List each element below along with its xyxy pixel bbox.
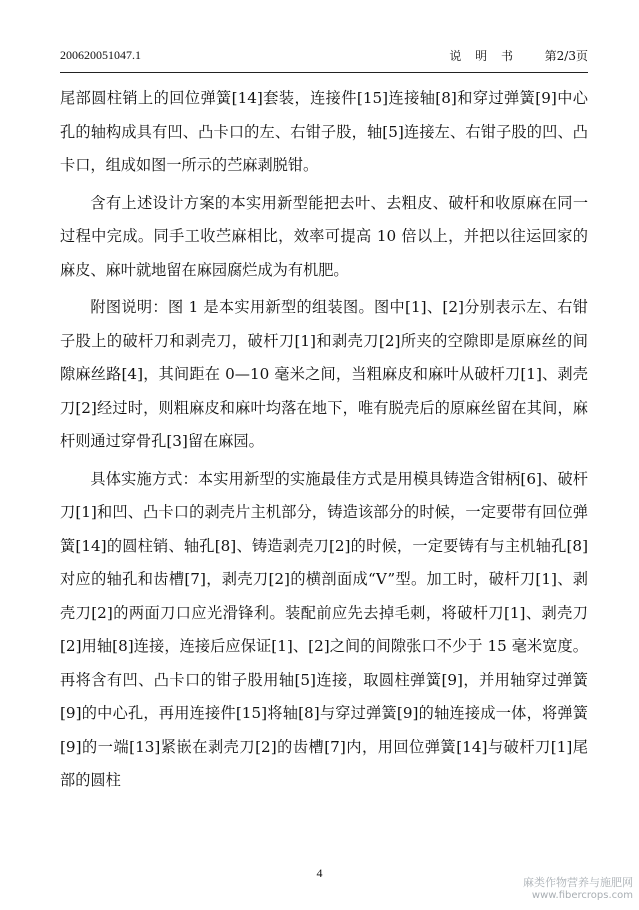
header-divider: [60, 72, 588, 73]
watermark-site-url: www.fibercrops.com: [531, 890, 633, 901]
document-body: [60, 82, 588, 798]
document-number: 200620051047.1: [60, 48, 141, 62]
page-number: 4: [316, 866, 323, 880]
watermark-site-name: 麻类作物营养与施肥网: [523, 876, 633, 889]
paragraph-continuation: 尾部圆柱销上的回位弹簧[14]套装，连接件[15]连接轴[8]和穿过弹簧[9]中心孔的轴构成具有凹、凸卡口的左、右钳子股，轴[5]连接左、右钳子股的凹、凸卡口，组成如图一所示的苎麻剥脱钳。: [60, 89, 588, 174]
site-watermark: [523, 876, 633, 902]
page-header: [60, 44, 588, 66]
page-indicator: 第2/3页: [544, 49, 588, 63]
document-type-label: 说 明 书: [449, 49, 518, 63]
paragraph-advantages: 含有上述设计方案的本实用新型能把去叶、去粗皮、破杆和收原麻在同一过程中完成。同手工收苎麻相比，效率可提高 10 倍以上，并把以往运回家的麻皮、麻叶就地留在麻园腐烂成为有机肥。: [60, 193, 588, 279]
paragraph-figure-description: 附图说明：图 1 是本实用新型的组装图。图中[1]、[2]分别表示左、右钳子股上的破杆刀和剥壳刀，破杆刀[1]和剥壳刀[2]所夹的空隙即是原麻丝的间隙麻丝路[4]，其间距在 0—10 毫米之间，当粗麻皮和麻叶从破杆刀[1]、剥壳刀[2]经过时，则粗麻皮和麻叶均落在地下，唯有脱壳后的原麻丝留在其间，麻杆则通过穿骨孔[3]留在麻园。: [60, 298, 588, 450]
paragraph-implementation: 具体实施方式：本实用新型的实施最佳方式是用模具铸造含钳柄[6]、破杆刀[1]和凹、凸卡口的剥壳片主机部分，铸造该部分的时候，一定要带有回位弹簧[14]的圆柱销、轴孔[8]、铸造剥壳刀[2]的时候，一定要铸有与主机轴孔[8]对应的轴孔和齿槽[7]，剥壳刀[2]的横剖面成“V”型。加工时，破杆刀[1]、剥壳刀[2]的两面刀口应光滑锋利。装配前应先去掉毛刺，将破杆刀[1]、剥壳刀[2]用轴[8]连接，连接后应保证[1]、[2]之间的间隙张口不少于 15 毫米宽度。再将含有凹、凸卡口的钳子股用轴[5]连接，取圆柱弹簧[9]，并用轴穿过弹簧[9]的中心孔，再用连接件[15]将轴[8]与穿过弹簧[9]的轴连接成一体，将弹簧[9]的一端[13]紧嵌在剥壳刀[2]的齿槽[7]内，用回位弹簧[14]与破杆刀[1]尾部的圆柱: [60, 469, 588, 789]
